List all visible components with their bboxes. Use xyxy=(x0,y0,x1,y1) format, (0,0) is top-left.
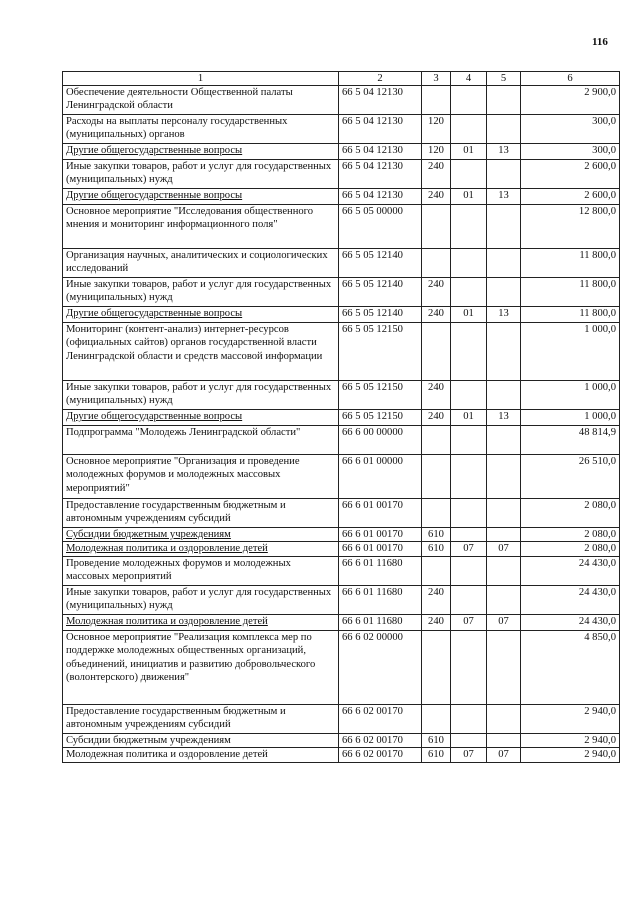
budget-table xyxy=(62,71,620,763)
row-subsection: 13 xyxy=(487,144,521,160)
row-expense-type xyxy=(422,426,451,455)
row-amount: 11 800,0 xyxy=(521,249,620,278)
row-amount: 1 000,0 xyxy=(521,381,620,410)
column-header: 1 xyxy=(63,72,339,86)
row-section xyxy=(451,323,487,381)
row-name: Другие общегосударственные вопросы xyxy=(63,144,339,160)
row-target-code: 66 6 02 00000 xyxy=(339,630,422,704)
row-expense-type: 240 xyxy=(422,614,451,630)
row-expense-type: 240 xyxy=(422,189,451,205)
row-name: Обеспечение деятельности Общественной палаты Ленинградской области xyxy=(63,86,339,115)
table-row xyxy=(63,249,620,278)
table-row xyxy=(63,556,620,585)
row-section xyxy=(451,704,487,733)
row-amount: 2 940,0 xyxy=(521,704,620,733)
column-header: 6 xyxy=(521,72,620,86)
row-subsection xyxy=(487,733,521,747)
row-section xyxy=(451,455,487,499)
row-section xyxy=(451,630,487,704)
row-subsection xyxy=(487,160,521,189)
column-header: 2 xyxy=(339,72,422,86)
row-subsection xyxy=(487,630,521,704)
row-section: 01 xyxy=(451,189,487,205)
row-target-code: 66 5 05 00000 xyxy=(339,205,422,249)
row-section xyxy=(451,249,487,278)
row-subsection: 13 xyxy=(487,189,521,205)
row-target-code: 66 6 01 11680 xyxy=(339,614,422,630)
row-name: Расходы на выплаты персоналу государственных (муниципальных) органов xyxy=(63,115,339,144)
row-name: Иные закупки товаров, работ и услуг для государственных (муниципальных) нужд xyxy=(63,585,339,614)
row-subsection xyxy=(487,278,521,307)
row-amount: 2 080,0 xyxy=(521,542,620,556)
row-section: 07 xyxy=(451,748,487,762)
row-expense-type: 240 xyxy=(422,307,451,323)
row-section xyxy=(451,426,487,455)
row-section xyxy=(451,733,487,747)
row-name: Субсидии бюджетным учреждениям xyxy=(63,733,339,747)
row-section: 01 xyxy=(451,144,487,160)
row-amount: 24 430,0 xyxy=(521,556,620,585)
row-name: Основное мероприятие "Исследования общественного мнения и мониторинг информационного поля" xyxy=(63,205,339,249)
row-target-code: 66 5 04 12130 xyxy=(339,115,422,144)
row-amount: 2 600,0 xyxy=(521,189,620,205)
row-section xyxy=(451,585,487,614)
row-amount: 26 510,0 xyxy=(521,455,620,499)
row-amount: 48 814,9 xyxy=(521,426,620,455)
table-row xyxy=(63,144,620,160)
row-amount: 4 850,0 xyxy=(521,630,620,704)
row-name: Предоставление государственным бюджетным и автономным учреждениям субсидий xyxy=(63,499,339,528)
row-target-code: 66 5 04 12130 xyxy=(339,144,422,160)
row-name: Иные закупки товаров, работ и услуг для государственных (муниципальных) нужд xyxy=(63,381,339,410)
row-target-code: 66 6 01 00000 xyxy=(339,455,422,499)
table-row xyxy=(63,499,620,528)
table-row xyxy=(63,323,620,381)
row-expense-type: 610 xyxy=(422,542,451,556)
row-section xyxy=(451,160,487,189)
row-expense-type xyxy=(422,86,451,115)
row-name: Молодежная политика и оздоровление детей xyxy=(63,614,339,630)
column-header: 4 xyxy=(451,72,487,86)
row-section: 07 xyxy=(451,614,487,630)
row-expense-type: 610 xyxy=(422,528,451,542)
row-subsection: 13 xyxy=(487,307,521,323)
row-expense-type xyxy=(422,704,451,733)
table-row xyxy=(63,381,620,410)
row-expense-type xyxy=(422,630,451,704)
table-row xyxy=(63,614,620,630)
row-target-code: 66 6 01 11680 xyxy=(339,556,422,585)
row-amount: 2 900,0 xyxy=(521,86,620,115)
table-row xyxy=(63,205,620,249)
row-target-code: 66 6 02 00170 xyxy=(339,704,422,733)
row-target-code: 66 5 05 12140 xyxy=(339,307,422,323)
table-row xyxy=(63,455,620,499)
row-amount: 1 000,0 xyxy=(521,410,620,426)
row-subsection: 07 xyxy=(487,542,521,556)
table-row xyxy=(63,748,620,762)
row-section xyxy=(451,499,487,528)
column-header: 5 xyxy=(487,72,521,86)
row-section xyxy=(451,86,487,115)
table-row xyxy=(63,189,620,205)
row-section xyxy=(451,556,487,585)
row-subsection xyxy=(487,323,521,381)
row-expense-type: 610 xyxy=(422,748,451,762)
table-row xyxy=(63,86,620,115)
table-row xyxy=(63,410,620,426)
row-name: Молодежная политика и оздоровление детей xyxy=(63,542,339,556)
row-target-code: 66 5 05 12140 xyxy=(339,249,422,278)
row-name: Подпрограмма "Молодежь Ленинградской области" xyxy=(63,426,339,455)
row-name: Субсидии бюджетным учреждениям xyxy=(63,528,339,542)
row-subsection: 13 xyxy=(487,410,521,426)
row-section: 07 xyxy=(451,542,487,556)
row-amount: 11 800,0 xyxy=(521,278,620,307)
table-body xyxy=(63,86,620,763)
row-name: Проведение молодежных форумов и молодежных массовых мероприятий xyxy=(63,556,339,585)
row-subsection: 07 xyxy=(487,748,521,762)
table-row xyxy=(63,585,620,614)
table-row xyxy=(63,630,620,704)
row-expense-type: 240 xyxy=(422,160,451,189)
row-expense-type xyxy=(422,499,451,528)
row-subsection xyxy=(487,499,521,528)
row-expense-type xyxy=(422,455,451,499)
row-section: 01 xyxy=(451,410,487,426)
row-subsection xyxy=(487,585,521,614)
table-row xyxy=(63,160,620,189)
row-expense-type xyxy=(422,249,451,278)
row-target-code: 66 5 04 12130 xyxy=(339,189,422,205)
header-row xyxy=(63,72,620,86)
column-header: 3 xyxy=(422,72,451,86)
row-section xyxy=(451,205,487,249)
row-name: Основное мероприятие "Организация и проведение молодежных форумов и молодежных массовых мероприятий" xyxy=(63,455,339,499)
row-expense-type: 120 xyxy=(422,115,451,144)
row-amount: 11 800,0 xyxy=(521,307,620,323)
row-subsection xyxy=(487,455,521,499)
row-subsection xyxy=(487,86,521,115)
row-target-code: 66 6 02 00170 xyxy=(339,748,422,762)
table-row xyxy=(63,115,620,144)
row-subsection xyxy=(487,704,521,733)
row-amount: 2 600,0 xyxy=(521,160,620,189)
row-amount: 2 940,0 xyxy=(521,733,620,747)
row-section: 01 xyxy=(451,307,487,323)
row-target-code: 66 5 04 12130 xyxy=(339,86,422,115)
row-expense-type: 240 xyxy=(422,585,451,614)
row-amount: 24 430,0 xyxy=(521,614,620,630)
row-target-code: 66 5 04 12130 xyxy=(339,160,422,189)
row-amount: 1 000,0 xyxy=(521,323,620,381)
row-expense-type xyxy=(422,556,451,585)
row-name: Предоставление государственным бюджетным и автономным учреждениям субсидий xyxy=(63,704,339,733)
table-row xyxy=(63,426,620,455)
row-target-code: 66 6 02 00170 xyxy=(339,733,422,747)
row-amount: 2 080,0 xyxy=(521,528,620,542)
row-subsection xyxy=(487,528,521,542)
row-subsection xyxy=(487,556,521,585)
row-name: Другие общегосударственные вопросы xyxy=(63,410,339,426)
row-target-code: 66 6 01 00170 xyxy=(339,542,422,556)
row-target-code: 66 6 01 11680 xyxy=(339,585,422,614)
row-name: Иные закупки товаров, работ и услуг для государственных (муниципальных) нужд xyxy=(63,160,339,189)
table-row xyxy=(63,704,620,733)
row-section xyxy=(451,278,487,307)
row-target-code: 66 6 00 00000 xyxy=(339,426,422,455)
row-name: Иные закупки товаров, работ и услуг для государственных (муниципальных) нужд xyxy=(63,278,339,307)
row-name: Организация научных, аналитических и социологических исследований xyxy=(63,249,339,278)
row-section xyxy=(451,381,487,410)
row-subsection xyxy=(487,249,521,278)
table-row xyxy=(63,542,620,556)
row-expense-type: 240 xyxy=(422,278,451,307)
row-amount: 2 940,0 xyxy=(521,748,620,762)
row-target-code: 66 5 05 12140 xyxy=(339,278,422,307)
row-name: Мониторинг (контент-анализ) интернет-ресурсов (официальных сайтов) органов государственной власти Ленинградской области и средств массовой информации xyxy=(63,323,339,381)
row-name: Другие общегосударственные вопросы xyxy=(63,189,339,205)
table-row xyxy=(63,528,620,542)
row-expense-type xyxy=(422,205,451,249)
row-target-code: 66 5 05 12150 xyxy=(339,381,422,410)
row-target-code: 66 5 05 12150 xyxy=(339,323,422,381)
row-target-code: 66 5 05 12150 xyxy=(339,410,422,426)
table-row xyxy=(63,307,620,323)
page-number: 116 xyxy=(592,36,608,48)
row-expense-type: 120 xyxy=(422,144,451,160)
row-subsection xyxy=(487,115,521,144)
table-row xyxy=(63,733,620,747)
row-target-code: 66 6 01 00170 xyxy=(339,528,422,542)
row-section xyxy=(451,528,487,542)
row-amount: 300,0 xyxy=(521,115,620,144)
row-expense-type: 240 xyxy=(422,410,451,426)
row-amount: 300,0 xyxy=(521,144,620,160)
row-name: Основное мероприятие "Реализация комплекса мер по поддержке молодежных общественных организаций, объединений, инициатив и развитию добровольческого (волонтерского) движения" xyxy=(63,630,339,704)
row-amount: 2 080,0 xyxy=(521,499,620,528)
row-expense-type: 610 xyxy=(422,733,451,747)
row-amount: 12 800,0 xyxy=(521,205,620,249)
row-subsection xyxy=(487,426,521,455)
row-expense-type: 240 xyxy=(422,381,451,410)
row-name: Другие общегосударственные вопросы xyxy=(63,307,339,323)
row-subsection xyxy=(487,381,521,410)
row-subsection: 07 xyxy=(487,614,521,630)
table-row xyxy=(63,278,620,307)
row-expense-type xyxy=(422,323,451,381)
row-subsection xyxy=(487,205,521,249)
row-amount: 24 430,0 xyxy=(521,585,620,614)
row-section xyxy=(451,115,487,144)
row-name: Молодежная политика и оздоровление детей xyxy=(63,748,339,762)
row-target-code: 66 6 01 00170 xyxy=(339,499,422,528)
